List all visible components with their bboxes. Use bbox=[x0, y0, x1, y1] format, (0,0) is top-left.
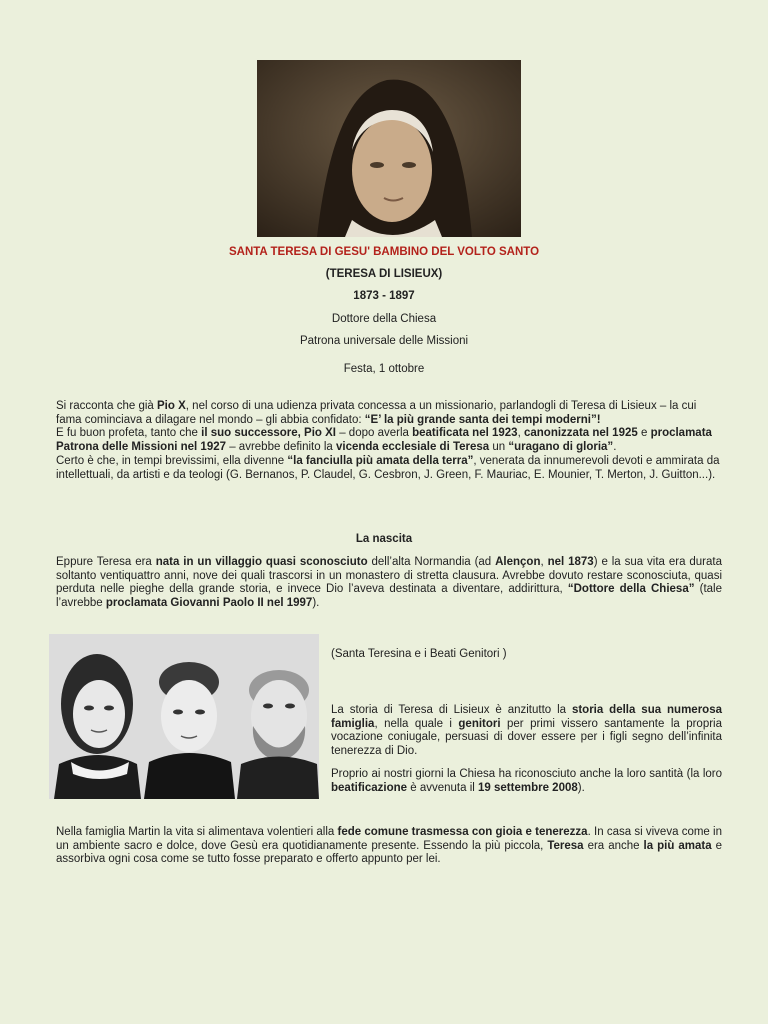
birth-paragraph: Eppure Teresa era nata in un villaggio quasi sconosciuto dell’alta Normandia (ad Alençon, nel 1873) e la sua vita era durata soltanto ventiquattro anni, nove dei quali trascorsi in un monastero di stretta clausura. Avrebbe dovuto restare sconosciuta, quasi perduta nelle pieghe della grande storia, e invece Dio l’aveva destinata a diventare, addirittura, “Dottore della Chiesa” (tale l’avrebbe proclamata Giovanni Paolo II nel 1997). bbox=[56, 556, 722, 610]
intro-paragraph-1: Si racconta che già Pio X, nel corso di una udienza privata concessa a un missionario, parlandogli di Teresa di Lisieux – la cui fama cominciava a dilagare nel mondo – gli abbia confidato: “E’ la più grande santa dei tempi moderni”! bbox=[56, 400, 697, 426]
intro-paragraph-2: E fu buon profeta, tanto che il suo successore, Pio XI – dopo averla beatificata nel 1923, canonizzata nel 1925 e proclamata Patrona delle Missioni nel 1927 – avrebbe definito la vicenda ecclesiale di Teresa un “uragano di gloria”. bbox=[56, 427, 712, 454]
family-paragraph-1: La storia di Teresa di Lisieux è anzitutto la storia della sua numerosa famiglia, nella quale i genitori per primi vissero santamente la propria vocazione coniugale, persuasi di dover essere per i figli segno dell’infinita tenerezza di Dio. bbox=[331, 704, 722, 758]
family-photo bbox=[49, 634, 319, 799]
feast-day: Festa, 1 ottobre bbox=[343, 363, 425, 375]
intro-paragraph-3: Certo è che, in tempi brevissimi, ella divenne “la fanciulla più amata della terra”, venerata da innumerevoli devoti e ammirata da intellettuali, da artisti e da teologi (G. Bernanos, P. Claudel, G. Cesbron, J. Green, F. Mauriac, E. Mounier, T. Merton, J. Guitton...). bbox=[56, 454, 720, 481]
life-years: 1873 - 1897 bbox=[353, 290, 415, 302]
role-patron: Patrona universale delle Missioni bbox=[299, 335, 469, 347]
page-title: SANTA TERESA DI GESU' BAMBINO DEL VOLTO SANTO bbox=[228, 246, 540, 258]
role-doctor: Dottore della Chiesa bbox=[331, 313, 437, 325]
portrait-photo-teresa bbox=[257, 60, 521, 237]
section-heading-birth: La nascita bbox=[355, 533, 413, 545]
family-photo-caption: (Santa Teresina e i Beati Genitori ) bbox=[331, 648, 507, 660]
family-paragraph-2: Proprio ai nostri giorni la Chiesa ha riconosciuto anche la loro santità (la loro beatificazione è avvenuta il 19 settembre 2008). bbox=[331, 768, 722, 794]
intro-section bbox=[56, 400, 722, 482]
closing-paragraph: Nella famiglia Martin la vita si alimentava volentieri alla fede comune trasmessa con gioia e tenerezza. In casa si viveva come in un ambiente sacro e dolce, dove Gesù era quotidianamente presente. Essendo la più piccola, Teresa era anche la più amata e assorbiva ogni cosa come se tutto fosse preparato e offerto appunto per lei. bbox=[56, 826, 723, 866]
page-subtitle: (TERESA DI LISIEUX) bbox=[325, 268, 443, 280]
